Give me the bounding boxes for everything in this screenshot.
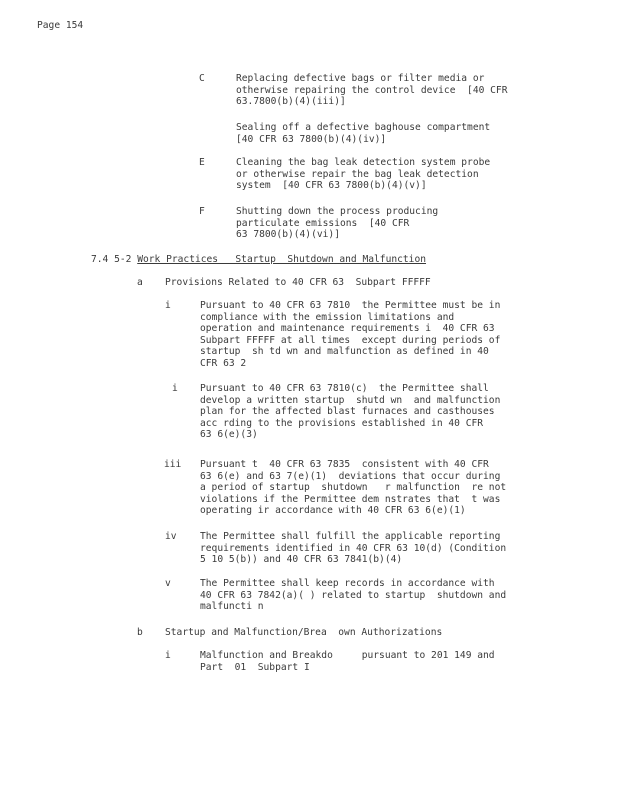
item-a-iii-marker: iii — [164, 459, 182, 470]
list-item-f: Shutting down the process producing particulate emissions [40 CFR 63 7800(b)(4)(vi)] — [236, 206, 439, 241]
list-marker-f: F — [199, 206, 205, 217]
subsection-b-marker: b — [137, 627, 143, 638]
item-a-v-marker: v — [165, 578, 171, 589]
subsection-a-marker: a — [137, 277, 143, 288]
list-item-c-paragraph-1: Replacing defective bags or filter media or otherwise repairing the control device [40 CFR 63.7800(b)(4)(iii)] — [236, 73, 508, 108]
list-item-e: Cleaning the bag leak detection system probe or otherwise repair the bag leak detection system [40 CFR 63 7800(b)(4)(v)] — [236, 157, 491, 192]
item-a-v-text: The Permittee shall keep records in accordance with 40 CFR 63 7842(a)( ) related to startup shutdown and malfuncti n — [200, 578, 507, 613]
item-a-iv-text: The Permittee shall fulfill the applicable reporting requirements identified in 40 CFR 63 10(d) (Condition 5 10 5(b)) and 40 CFR 63 7841(b)(4) — [200, 531, 507, 566]
page-number-header: Page 154 — [37, 20, 84, 31]
item-b-i-marker: i — [165, 650, 171, 661]
item-a-ii-marker: i — [172, 383, 178, 394]
section-title: Work Practices Startup Shutdown and Malfunction — [137, 254, 427, 265]
list-marker-c: C — [199, 73, 205, 84]
item-a-ii-text: Pursuant to 40 CFR 63 7810(c) the Permittee shall develop a written startup shutd wn and malfunction plan for the affected blast furnaces and casthouses acc rding to the provisions established in 40 CFR 63 6(e)(3) — [200, 383, 501, 441]
item-a-i-text: Pursuant to 40 CFR 63 7810 the Permittee must be in compliance with the emission limitations and operation and maintenance requirements i 40 CFR 63 Subpart FFFFF at all times except during periods of startup sh td wn and malfunction as defined in 40 CFR 63 2 — [200, 300, 501, 369]
subsection-a-title: Provisions Related to 40 CFR 63 Subpart FFFFF — [165, 277, 431, 288]
item-b-i-text: Malfunction and Breakdo pursuant to 201 149 and Part 01 Subpart I — [200, 650, 495, 673]
item-a-iii-text: Pursuant t 40 CFR 63 7835 consistent with 40 CFR 63 6(e) and 63 7(e)(1) deviations that occur during a period of startup shutdown r malfunction re not violations if the Permittee dem nstrates that t was operating ir accordance with 40 CFR 63 6(e)(1) — [200, 459, 507, 517]
section-heading — [91, 254, 426, 266]
section-number: 7.4 5-2 — [91, 254, 132, 265]
subsection-b-title: Startup and Malfunction/Brea own Authorizations — [165, 627, 443, 638]
list-marker-e: E — [199, 157, 205, 168]
list-item-c-paragraph-2: Sealing off a defective baghouse compartment [40 CFR 63 7800(b)(4)(iv)] — [236, 122, 491, 145]
item-a-i-marker: i — [165, 300, 171, 311]
item-a-iv-marker: iv — [165, 531, 177, 542]
